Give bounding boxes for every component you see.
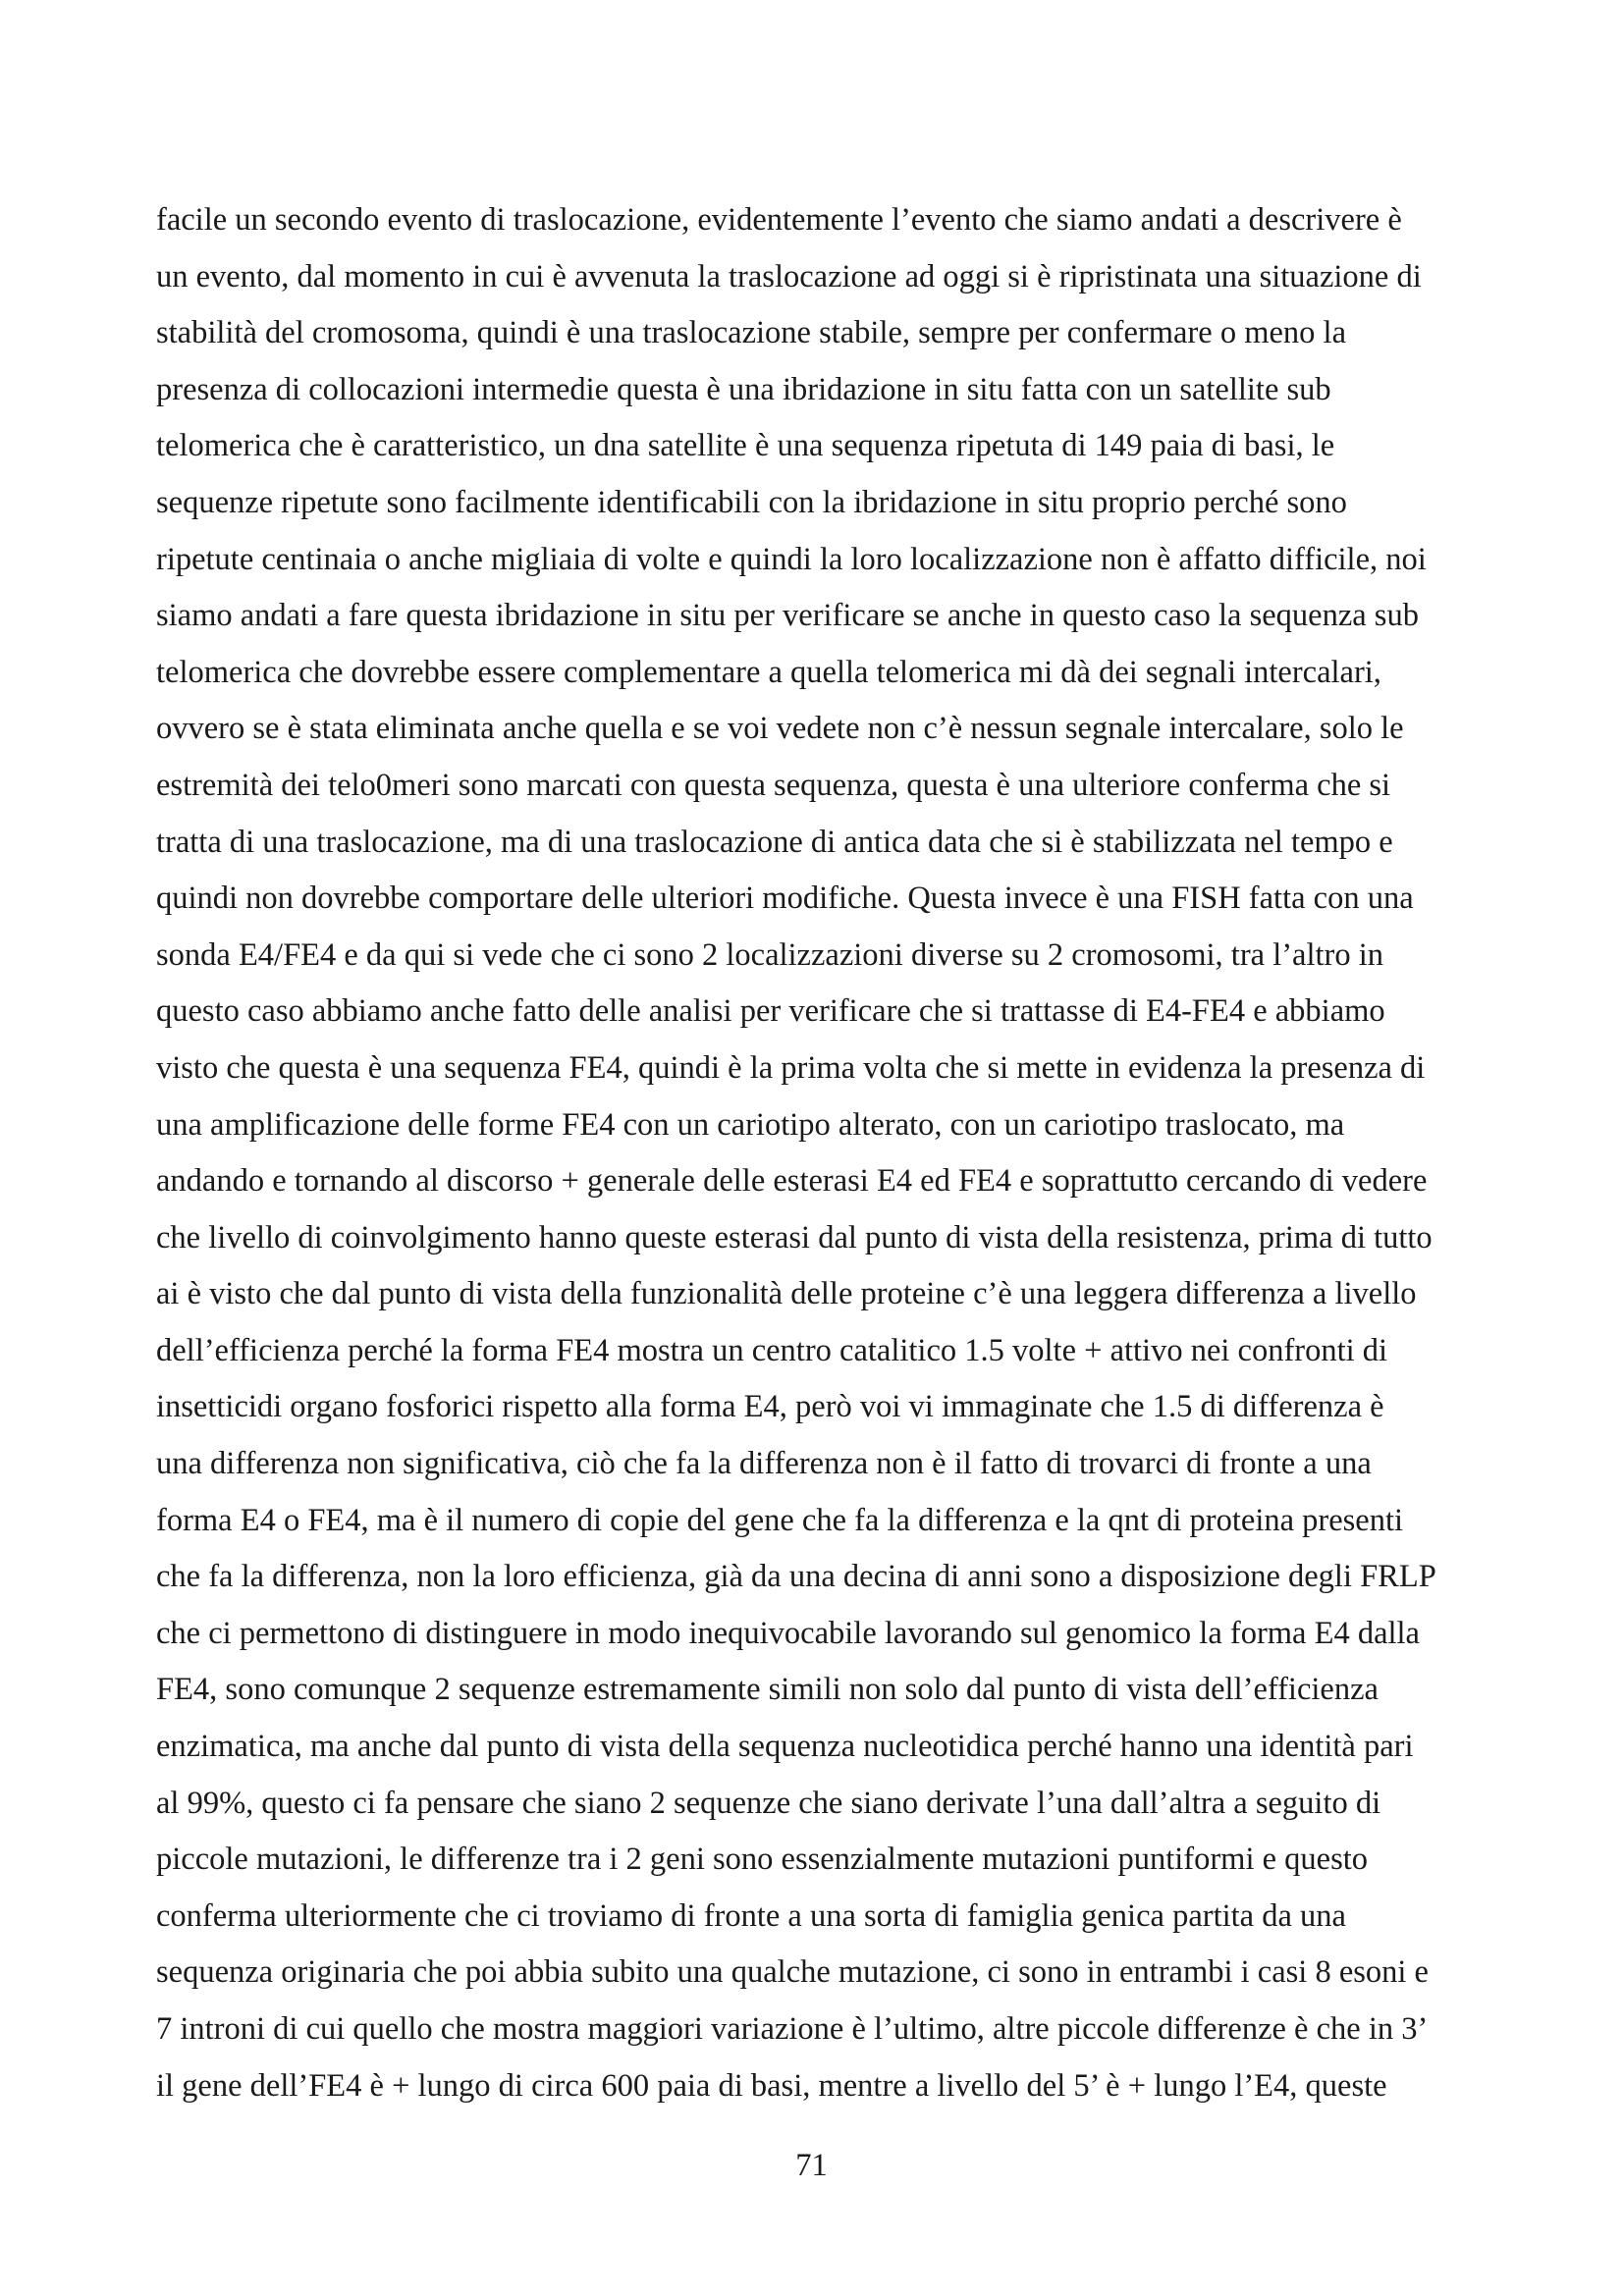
text-line: questo caso abbiamo anche fatto delle analisi per verificare che si trattasse di E4-FE4 e abbiamo <box>156 993 1385 1030</box>
page-number: 71 <box>795 2148 828 2183</box>
text-line: quindi non dovrebbe comportare delle ulteriori modifiche. Questa invece è una FISH fatta con una <box>156 881 1414 917</box>
text-line: al 99%, questo ci fa pensare che siano 2 sequenze che siano derivate l’una dall’altra a seguito di <box>156 1785 1381 1821</box>
text-line: facile un secondo evento di traslocazione, evidentemente l’evento che siamo andati a descrivere è <box>156 202 1402 238</box>
text-line: sonda E4/FE4 e da qui si vede che ci sono 2 localizzazioni diverse su 2 cromosomi, tra l’altro in <box>156 936 1384 973</box>
text-line: insetticidi organo fosforici rispetto alla forma E4, però voi vi immaginate che 1.5 di differenza è <box>156 1389 1384 1425</box>
text-line: visto che questa è una sequenza FE4, quindi è la prima volta che si mette in evidenza la presenza di <box>156 1049 1426 1086</box>
text-line: dell’efficienza perché la forma FE4 mostra un centro catalitico 1.5 volte + attivo nei confronti di <box>156 1332 1388 1368</box>
text-line: che ci permettono di distinguere in modo inequivocabile lavorando sul genomico la forma E4 dalla <box>156 1615 1420 1651</box>
text-line: presenza di collocazioni intermedie questa è una ibridazione in situ fatta con un satellite sub <box>156 371 1331 407</box>
text-line: sequenze ripetute sono facilmente identificabili con la ibridazione in situ proprio perché sono <box>156 484 1347 520</box>
text-line: una amplificazione delle forme FE4 con un cariotipo alterato, con un cariotipo traslocato, ma <box>156 1106 1345 1143</box>
text-line: siamo andati a fare questa ibridazione in situ per verificare se anche in questo caso la sequenza sub <box>156 598 1419 634</box>
text-line: andando e tornando al discorso + generale delle esterasi E4 ed FE4 e soprattutto cercando di vedere <box>156 1163 1428 1200</box>
text-line: 7 introni di cui quello che mostra maggiori variazione è l’ultimo, altre piccole differenze è che in 3’ <box>156 2011 1429 2047</box>
text-line: ovvero se è stata eliminata anche quella e se voi vedete non c’è nessun segnale intercalare, solo le <box>156 711 1404 747</box>
text-line: il gene dell’FE4 è + lungo di circa 600 paia di basi, mentre a livello del 5’ è + lungo l’E4, queste <box>156 2067 1387 2104</box>
text-line: conferma ulteriormente che ci troviamo di fronte a una sorta di famiglia genica partita da una <box>156 1897 1346 1934</box>
text-line: FE4, sono comunque 2 sequenze estremamente simili non solo dal punto di vista dell’efficienza <box>156 1672 1379 1708</box>
text-line: forma E4 o FE4, ma è il numero di copie del gene che fa la differenza e la qnt di proteina presenti <box>156 1502 1404 1538</box>
text-line: enzimatica, ma anche dal punto di vista della sequenza nucleotidica perché hanno una identità pari <box>156 1729 1414 1765</box>
text-line: stabilità del cromosoma, quindi è una traslocazione stabile, sempre per confermare o meno la <box>156 315 1346 351</box>
text-line: ripetute centinaia o anche migliaia di volte e quindi la loro localizzazione non è affatto difficile, noi <box>156 541 1427 577</box>
text-line: sequenza originaria che poi abbia subito una qualche mutazione, ci sono in entrambi i casi 8 esoni e <box>156 1954 1429 1991</box>
text-line: estremità dei telo0meri sono marcati con questa sequenza, questa è una ulteriore conferma che si <box>156 767 1391 803</box>
text-line: telomerica che dovrebbe essere complementare a quella telomerica mi dà dei segnali intercalari, <box>156 654 1381 690</box>
text-line: ai è visto che dal punto di vista della funzionalità delle proteine c’è una leggera differenza a livello <box>156 1276 1417 1312</box>
text-line: una differenza non significativa, ciò che fa la differenza non è il fatto di trovarci di fronte a una <box>156 1446 1372 1482</box>
text-line: tratta di una traslocazione, ma di una traslocazione di antica data che si è stabilizzata nel tempo e <box>156 824 1393 860</box>
text-line: un evento, dal momento in cui è avvenuta la traslocazione ad oggi si è ripristinata una situazione di <box>156 258 1422 294</box>
text-line: che fa la differenza, non la loro efficienza, già da una decina di anni sono a disposizione degli FRLP <box>156 1559 1436 1595</box>
body-paragraph <box>156 192 1491 2114</box>
text-line: che livello di coinvolgimento hanno queste esterasi dal punto di vista della resistenza, prima di tutto <box>156 1219 1433 1255</box>
text-line: piccole mutazioni, le differenze tra i 2 geni sono essenzialmente mutazioni puntiformi e questo <box>156 1842 1369 1878</box>
text-line: telomerica che è caratteristico, un dna satellite è una sequenza ripetuta di 149 paia di basi, le <box>156 428 1335 464</box>
